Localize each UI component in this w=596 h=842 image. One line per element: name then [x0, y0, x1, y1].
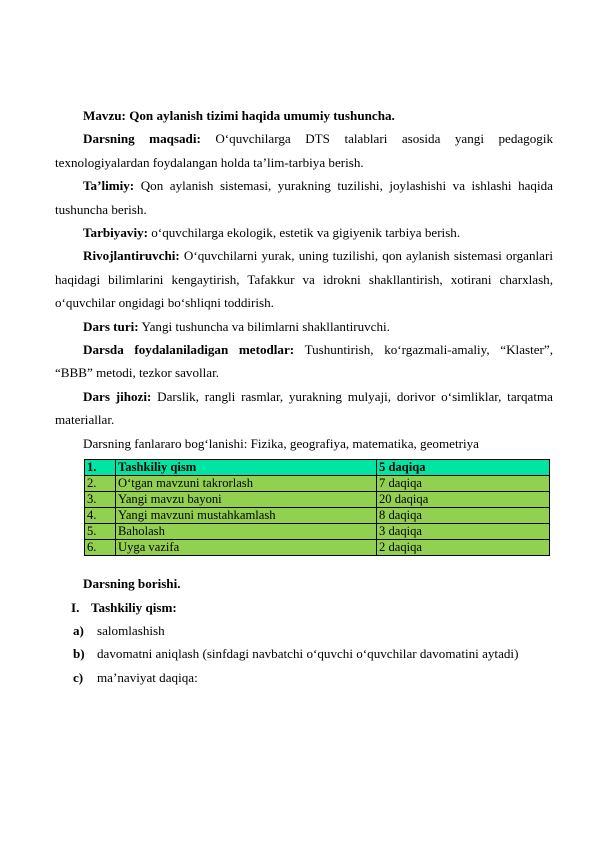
methods-paragraph	[55, 338, 553, 385]
interdisciplinary-paragraph: Darsning fanlararo bog‘lanishi: Fizika, geografiya, matematika, geometriya	[83, 435, 479, 451]
topic-paragraph	[55, 104, 553, 127]
stage-cell: O‘tgan mavzuni takrorlash	[116, 476, 377, 492]
educational-label: Ta’limiy:	[83, 178, 135, 194]
educational-paragraph	[55, 174, 553, 221]
time-cell: 2 daqiqa	[377, 540, 550, 556]
list-marker: a)	[73, 622, 84, 638]
goal-paragraph	[55, 127, 553, 174]
time-cell: 7 daqiqa	[377, 476, 550, 492]
section-number: I.	[71, 599, 80, 615]
stage-cell: Yangi mavzu bayoni	[116, 492, 377, 508]
time-cell: 8 daqiqa	[377, 508, 550, 524]
educational-text: Qon aylanish sistemasi, yurakning tuzilishi, joylashishi va ishlashi haqida tushuncha berish.	[55, 178, 553, 217]
list-marker: b)	[73, 646, 85, 662]
row-number: 4.	[85, 508, 116, 524]
lesson-type-paragraph	[55, 315, 553, 338]
methods-text: Tushuntirish, ko‘rgazmali-amaliy, “Klaster”, “BBB” metodi, tezkor savollar.	[55, 342, 553, 381]
time-cell: 20 daqiqa	[377, 492, 550, 508]
row-number: 1.	[85, 460, 116, 476]
lesson-course-heading: Darsning borishi.	[83, 576, 181, 592]
lesson-type-text: Yangi tushuncha va bilimlarni shakllantiruvchi.	[141, 318, 390, 334]
goal-label: Darsning maqsadi:	[83, 131, 201, 147]
time-cell: 3 daqiqa	[377, 524, 550, 540]
list-item	[73, 642, 553, 665]
list-text: ma’naviyat daqiqa:	[97, 669, 198, 685]
methods-label: Darsda foydalaniladigan metodlar:	[83, 342, 295, 358]
upbringing-text: o‘quvchilarga ekologik, estetik va gigiyenik tarbiya berish.	[151, 225, 461, 241]
lesson-plan-table	[84, 459, 550, 556]
list-item	[73, 666, 553, 689]
equipment-text: Darslik, rangli rasmlar, yurakning mulyaji, dorivor o‘simliklar, tarqatma materiallar.	[55, 388, 553, 428]
stage-cell: Uyga vazifa	[116, 540, 377, 556]
upbringing-paragraph	[55, 221, 553, 244]
table-row	[85, 476, 550, 492]
table-row	[85, 492, 550, 508]
list-text: davomatni aniqlash (sinfdagi navbatchi o‘quvchi o‘quvchilar davomatini aytadi)	[97, 646, 519, 662]
list-marker: c)	[73, 669, 84, 685]
topic-label: Mavzu:	[83, 108, 126, 123]
list-item	[73, 619, 553, 642]
equipment-label: Dars jihozi:	[83, 388, 152, 404]
row-number: 2.	[85, 476, 116, 492]
goal-text: O‘quvchilarga DTS talablari asosida yangi pedagogik texnologiyalardan foydalangan holda ta’lim-tarbiya berish.	[55, 131, 554, 170]
developing-paragraph	[55, 244, 553, 314]
table-row	[85, 508, 550, 524]
section-title: Tashkiliy qism:	[91, 599, 177, 615]
stage-cell: Tashkiliy qism	[116, 460, 377, 476]
developing-label: Rivojlantiruvchi:	[83, 248, 180, 264]
table-row	[85, 540, 550, 556]
stage-cell: Yangi mavzuni mustahkamlash	[116, 508, 377, 524]
time-cell: 5 daqiqa	[377, 460, 550, 476]
table-row	[85, 524, 550, 540]
section-heading	[71, 596, 553, 619]
lesson-type-label: Dars turi:	[83, 318, 139, 334]
topic-text: Qon aylanish tizimi haqida umumiy tushuncha.	[129, 108, 395, 123]
document-page	[55, 104, 553, 689]
table-row	[85, 460, 550, 476]
equipment-paragraph	[55, 385, 553, 432]
row-number: 5.	[85, 524, 116, 540]
developing-text: O‘quvchilarni yurak, uning tuzilishi, qon aylanish sistemasi organlari haqidagi bilimlarini kengaytirish, Tafakkur va idrokni shakllantirish, xotirani charxlash, o‘quvchilar ongidagi bo‘shliqni toddirish.	[55, 248, 553, 311]
row-number: 3.	[85, 492, 116, 508]
list-text: salomlashish	[97, 622, 165, 638]
upbringing-label: Tarbiyaviy:	[83, 225, 148, 241]
row-number: 6.	[85, 540, 116, 556]
stage-cell: Baholash	[116, 524, 377, 540]
